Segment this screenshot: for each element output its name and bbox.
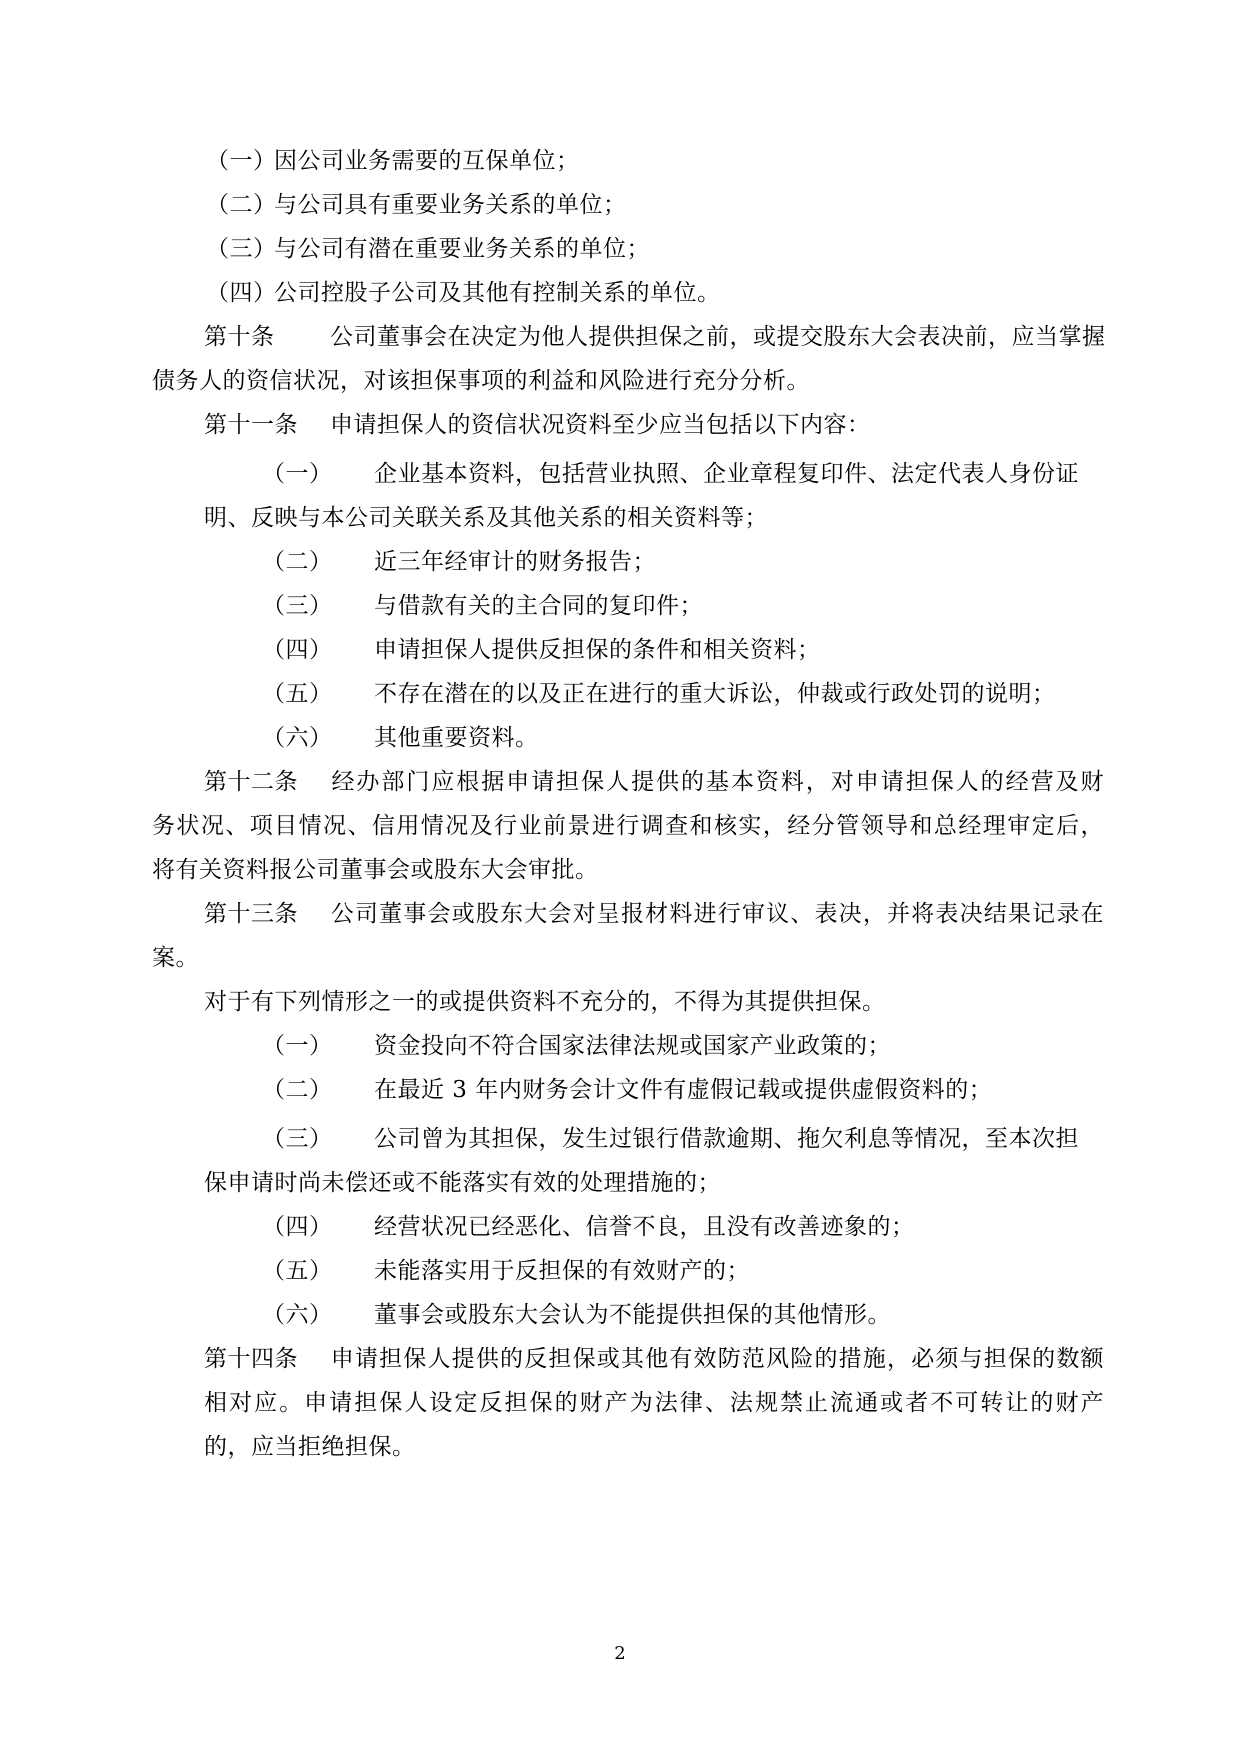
article-13-item-4 [262, 1212, 915, 1242]
article-13-para-2: 对于有下列情形之一的或提供资料不充分的，不得为其提供担保。 [204, 989, 886, 1015]
article-13-item-3 [262, 1124, 1104, 1154]
article-13-item-2 [262, 1075, 992, 1105]
article-13-item-3-cont: 保申请时尚未偿还或不能落实有效的处理措施的； [204, 1170, 721, 1196]
list-number: （二） [206, 192, 277, 218]
article-11-item-2 [262, 547, 656, 577]
list-text: 董事会或股东大会认为不能提供担保的其他情形。 [374, 1302, 891, 1328]
article-title: 第十四条 [204, 1346, 298, 1372]
list-text: 未能落实用于反担保的有效财产的； [374, 1258, 750, 1284]
intro-list-item [206, 234, 650, 264]
article-10-line-1 [204, 322, 1104, 352]
list-text: 其他重要资料。 [374, 725, 539, 751]
list-text: 不存在潜在的以及正在进行的重大诉讼，仲裁或行政处罚的说明； [374, 681, 1056, 707]
list-number: （四） [262, 637, 333, 663]
list-number: （五） [262, 681, 333, 707]
article-11-line-1 [204, 410, 871, 440]
article-13-line-1 [204, 899, 1104, 929]
article-13-item-5 [262, 1256, 750, 1286]
list-text: 经营状况已经恶化、信誉不良，且没有改善迹象的； [374, 1214, 915, 1240]
list-number: （一） [262, 1033, 333, 1059]
article-11-item-4 [262, 635, 821, 665]
list-number: （六） [262, 1302, 333, 1328]
list-number: （三） [206, 236, 277, 262]
article-10-line-2: 债务人的资信状况，对该担保事项的利益和风险进行充分分析。 [152, 368, 810, 394]
article-11-item-5 [262, 679, 1056, 709]
list-text: 因公司业务需要的互保单位； [274, 148, 580, 174]
list-text: 与公司有潜在重要业务关系的单位； [274, 236, 650, 262]
list-text: 公司曾为其担保，发生过银行借款逾期、拖欠利息等情况，至本次担 [374, 1126, 1079, 1152]
article-title: 第十二条 [204, 769, 298, 795]
article-13-item-6 [262, 1300, 891, 1330]
article-11-item-1 [262, 459, 1104, 489]
list-text: 资金投向不符合国家法律法规或国家产业政策的； [374, 1033, 891, 1059]
list-number: （六） [262, 725, 333, 751]
list-number: （四） [206, 280, 277, 306]
list-text: 公司控股子公司及其他有控制关系的单位。 [274, 280, 721, 306]
list-number: （五） [262, 1258, 333, 1284]
list-number: （四） [262, 1214, 333, 1240]
list-text: 企业基本资料，包括营业执照、企业章程复印件、法定代表人身份证 [374, 461, 1079, 487]
list-text: 与公司具有重要业务关系的单位； [274, 192, 627, 218]
article-13-line-2: 案。 [152, 945, 199, 971]
list-number: （一） [206, 148, 277, 174]
article-text: 申请担保人的资信状况资料至少应当包括以下内容： [330, 412, 871, 438]
article-13-item-1 [262, 1031, 891, 1061]
article-12-line-2: 务状况、项目情况、信用情况及行业前景进行调查和核实，经分管领导和总经理审定后， [152, 813, 1104, 839]
article-title: 第十三条 [204, 901, 298, 927]
article-14-line-3: 的，应当拒绝担保。 [204, 1434, 416, 1460]
article-text: 经办部门应根据申请担保人提供的基本资料，对申请担保人的经营及财 [330, 769, 1104, 795]
intro-list-item [206, 278, 721, 308]
article-12-line-3: 将有关资料报公司董事会或股东大会审批。 [152, 857, 599, 883]
intro-list-item [206, 190, 627, 220]
article-12-line-1 [204, 767, 1104, 797]
article-11-item-1-cont: 明、反映与本公司关联关系及其他关系的相关资料等； [204, 505, 768, 531]
page-number: 2 [614, 1643, 626, 1664]
list-text: 申请担保人提供反担保的条件和相关资料； [374, 637, 821, 663]
intro-list-item [206, 146, 580, 176]
list-text: 与借款有关的主合同的复印件； [374, 593, 703, 619]
article-text: 公司董事会或股东大会对呈报材料进行审议、表决，并将表决结果记录在 [330, 901, 1104, 927]
list-text: 在最近 3 年内财务会计文件有虚假记载或提供虚假资料的； [374, 1077, 993, 1103]
list-number: （三） [262, 593, 333, 619]
list-number: （一） [262, 461, 333, 487]
list-number: （三） [262, 1126, 333, 1152]
list-text: 近三年经审计的财务报告； [374, 549, 656, 575]
article-14-line-1 [204, 1344, 1104, 1374]
list-number: （二） [262, 1077, 333, 1103]
article-title: 第十条 [204, 324, 275, 350]
article-11-item-6 [262, 723, 539, 753]
article-14-line-2: 相对应。申请担保人设定反担保的财产为法律、法规禁止流通或者不可转让的财产 [204, 1390, 1104, 1416]
article-11-item-3 [262, 591, 703, 621]
article-text: 公司董事会在决定为他人提供担保之前，或提交股东大会表决前，应当掌握 [330, 324, 1106, 350]
list-number: （二） [262, 549, 333, 575]
article-title: 第十一条 [204, 412, 298, 438]
article-text: 申请担保人提供的反担保或其他有效防范风险的措施，必须与担保的数额 [330, 1346, 1104, 1372]
